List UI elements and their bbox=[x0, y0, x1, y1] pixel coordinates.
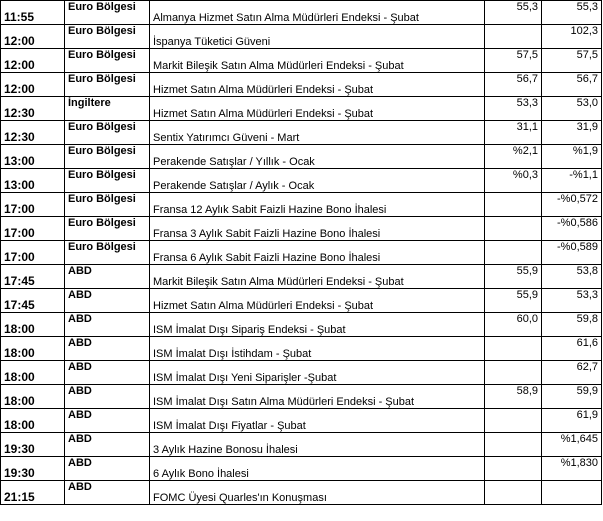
previous-value-cell bbox=[485, 241, 542, 265]
time-cell: 19:30 bbox=[1, 457, 65, 481]
table-row bbox=[1, 49, 602, 73]
table-row bbox=[1, 265, 602, 289]
forecast-value-cell: %1,830 bbox=[542, 457, 602, 481]
table-row bbox=[1, 193, 602, 217]
table-row bbox=[1, 289, 602, 313]
forecast-value-cell: 61,6 bbox=[542, 337, 602, 361]
forecast-value-cell: %1,645 bbox=[542, 433, 602, 457]
table-row bbox=[1, 385, 602, 409]
country-cell: Euro Bölgesi bbox=[65, 73, 150, 97]
event-cell: 6 Aylık Bono İhalesi bbox=[150, 457, 485, 481]
event-cell: Markit Bileşik Satın Alma Müdürleri Endeksi - Şubat bbox=[150, 265, 485, 289]
table-row bbox=[1, 313, 602, 337]
previous-value-cell bbox=[485, 337, 542, 361]
forecast-value-cell: 59,8 bbox=[542, 313, 602, 337]
previous-value-cell bbox=[485, 409, 542, 433]
event-cell: İspanya Tüketici Güveni bbox=[150, 25, 485, 49]
table-row bbox=[1, 241, 602, 265]
table-row bbox=[1, 1, 602, 25]
country-cell: Euro Bölgesi bbox=[65, 169, 150, 193]
previous-value-cell: 55,3 bbox=[485, 1, 542, 25]
country-cell: Euro Bölgesi bbox=[65, 25, 150, 49]
forecast-value-cell: 53,0 bbox=[542, 97, 602, 121]
forecast-value-cell: 62,7 bbox=[542, 361, 602, 385]
previous-value-cell bbox=[485, 217, 542, 241]
event-cell: Hizmet Satın Alma Müdürleri Endeksi - Şubat bbox=[150, 73, 485, 97]
time-cell: 18:00 bbox=[1, 409, 65, 433]
country-cell: Euro Bölgesi bbox=[65, 121, 150, 145]
previous-value-cell bbox=[485, 25, 542, 49]
previous-value-cell bbox=[485, 481, 542, 505]
event-cell: Perakende Satışlar / Aylık - Ocak bbox=[150, 169, 485, 193]
time-cell: 12:00 bbox=[1, 49, 65, 73]
forecast-value-cell: 102,3 bbox=[542, 25, 602, 49]
forecast-value-cell: 56,7 bbox=[542, 73, 602, 97]
country-cell: ABD bbox=[65, 337, 150, 361]
time-cell: 18:00 bbox=[1, 313, 65, 337]
event-cell: 3 Aylık Hazine Bonosu İhalesi bbox=[150, 433, 485, 457]
previous-value-cell bbox=[485, 457, 542, 481]
table-row bbox=[1, 481, 602, 505]
event-cell: Almanya Hizmet Satın Alma Müdürleri Endeksi - Şubat bbox=[150, 1, 485, 25]
country-cell: Euro Bölgesi bbox=[65, 241, 150, 265]
previous-value-cell: 55,9 bbox=[485, 265, 542, 289]
forecast-value-cell: 53,3 bbox=[542, 289, 602, 313]
previous-value-cell: 60,0 bbox=[485, 313, 542, 337]
time-cell: 18:00 bbox=[1, 337, 65, 361]
country-cell: ABD bbox=[65, 265, 150, 289]
forecast-value-cell: -%0,589 bbox=[542, 241, 602, 265]
previous-value-cell: 56,7 bbox=[485, 73, 542, 97]
previous-value-cell: %2,1 bbox=[485, 145, 542, 169]
event-cell: FOMC Üyesi Quarles'ın Konuşması bbox=[150, 481, 485, 505]
country-cell: ABD bbox=[65, 457, 150, 481]
event-cell: Fransa 12 Aylık Sabit Faizli Hazine Bono İhalesi bbox=[150, 193, 485, 217]
time-cell: 12:30 bbox=[1, 121, 65, 145]
time-cell: 11:55 bbox=[1, 1, 65, 25]
country-cell: Euro Bölgesi bbox=[65, 193, 150, 217]
country-cell: Euro Bölgesi bbox=[65, 49, 150, 73]
table-row bbox=[1, 457, 602, 481]
previous-value-cell: 58,9 bbox=[485, 385, 542, 409]
forecast-value-cell bbox=[542, 481, 602, 505]
previous-value-cell bbox=[485, 361, 542, 385]
table-row bbox=[1, 433, 602, 457]
table-row bbox=[1, 97, 602, 121]
event-cell: Perakende Satışlar / Yıllık - Ocak bbox=[150, 145, 485, 169]
country-cell: ABD bbox=[65, 433, 150, 457]
previous-value-cell: 55,9 bbox=[485, 289, 542, 313]
previous-value-cell: 31,1 bbox=[485, 121, 542, 145]
country-cell: ABD bbox=[65, 481, 150, 505]
forecast-value-cell: 61,9 bbox=[542, 409, 602, 433]
time-cell: 18:00 bbox=[1, 361, 65, 385]
table-row bbox=[1, 73, 602, 97]
forecast-value-cell: -%1,1 bbox=[542, 169, 602, 193]
time-cell: 21:15 bbox=[1, 481, 65, 505]
forecast-value-cell: -%0,586 bbox=[542, 217, 602, 241]
event-cell: ISM İmalat Dışı Satın Alma Müdürleri Endeksi - Şubat bbox=[150, 385, 485, 409]
event-cell: Hizmet Satın Alma Müdürleri Endeksi - Şubat bbox=[150, 289, 485, 313]
country-cell: ABD bbox=[65, 385, 150, 409]
forecast-value-cell: -%0,572 bbox=[542, 193, 602, 217]
table-row bbox=[1, 217, 602, 241]
table-row bbox=[1, 121, 602, 145]
country-cell: İngiltere bbox=[65, 97, 150, 121]
event-cell: Fransa 6 Aylık Sabit Faizli Hazine Bono İhalesi bbox=[150, 241, 485, 265]
forecast-value-cell: 59,9 bbox=[542, 385, 602, 409]
previous-value-cell: 53,3 bbox=[485, 97, 542, 121]
time-cell: 12:00 bbox=[1, 25, 65, 49]
time-cell: 17:00 bbox=[1, 241, 65, 265]
table-row bbox=[1, 145, 602, 169]
forecast-value-cell: %1,9 bbox=[542, 145, 602, 169]
previous-value-cell bbox=[485, 433, 542, 457]
time-cell: 17:45 bbox=[1, 289, 65, 313]
forecast-value-cell: 55,3 bbox=[542, 1, 602, 25]
table-row bbox=[1, 409, 602, 433]
time-cell: 13:00 bbox=[1, 145, 65, 169]
time-cell: 13:00 bbox=[1, 169, 65, 193]
time-cell: 17:00 bbox=[1, 193, 65, 217]
time-cell: 19:30 bbox=[1, 433, 65, 457]
country-cell: ABD bbox=[65, 409, 150, 433]
table-row bbox=[1, 337, 602, 361]
time-cell: 17:45 bbox=[1, 265, 65, 289]
forecast-value-cell: 53,8 bbox=[542, 265, 602, 289]
country-cell: ABD bbox=[65, 289, 150, 313]
event-cell: Hizmet Satın Alma Müdürleri Endeksi - Şubat bbox=[150, 97, 485, 121]
event-cell: ISM İmalat Dışı İstihdam - Şubat bbox=[150, 337, 485, 361]
country-cell: Euro Bölgesi bbox=[65, 145, 150, 169]
previous-value-cell: %0,3 bbox=[485, 169, 542, 193]
calendar-body bbox=[1, 1, 602, 505]
table-row bbox=[1, 25, 602, 49]
event-cell: ISM İmalat Dışı Fiyatlar - Şubat bbox=[150, 409, 485, 433]
table-row bbox=[1, 169, 602, 193]
time-cell: 12:00 bbox=[1, 73, 65, 97]
time-cell: 18:00 bbox=[1, 385, 65, 409]
event-cell: Sentix Yatırımcı Güveni - Mart bbox=[150, 121, 485, 145]
time-cell: 12:30 bbox=[1, 97, 65, 121]
event-cell: ISM İmalat Dışı Yeni Siparişler -Şubat bbox=[150, 361, 485, 385]
event-cell: Markit Bileşik Satın Alma Müdürleri Endeksi - Şubat bbox=[150, 49, 485, 73]
previous-value-cell bbox=[485, 193, 542, 217]
forecast-value-cell: 31,9 bbox=[542, 121, 602, 145]
forecast-value-cell: 57,5 bbox=[542, 49, 602, 73]
country-cell: Euro Bölgesi bbox=[65, 217, 150, 241]
country-cell: Euro Bölgesi bbox=[65, 1, 150, 25]
previous-value-cell: 57,5 bbox=[485, 49, 542, 73]
event-cell: Fransa 3 Aylık Sabit Faizli Hazine Bono İhalesi bbox=[150, 217, 485, 241]
country-cell: ABD bbox=[65, 361, 150, 385]
table-row bbox=[1, 361, 602, 385]
event-cell: ISM İmalat Dışı Sipariş Endeksi - Şubat bbox=[150, 313, 485, 337]
country-cell: ABD bbox=[65, 313, 150, 337]
time-cell: 17:00 bbox=[1, 217, 65, 241]
